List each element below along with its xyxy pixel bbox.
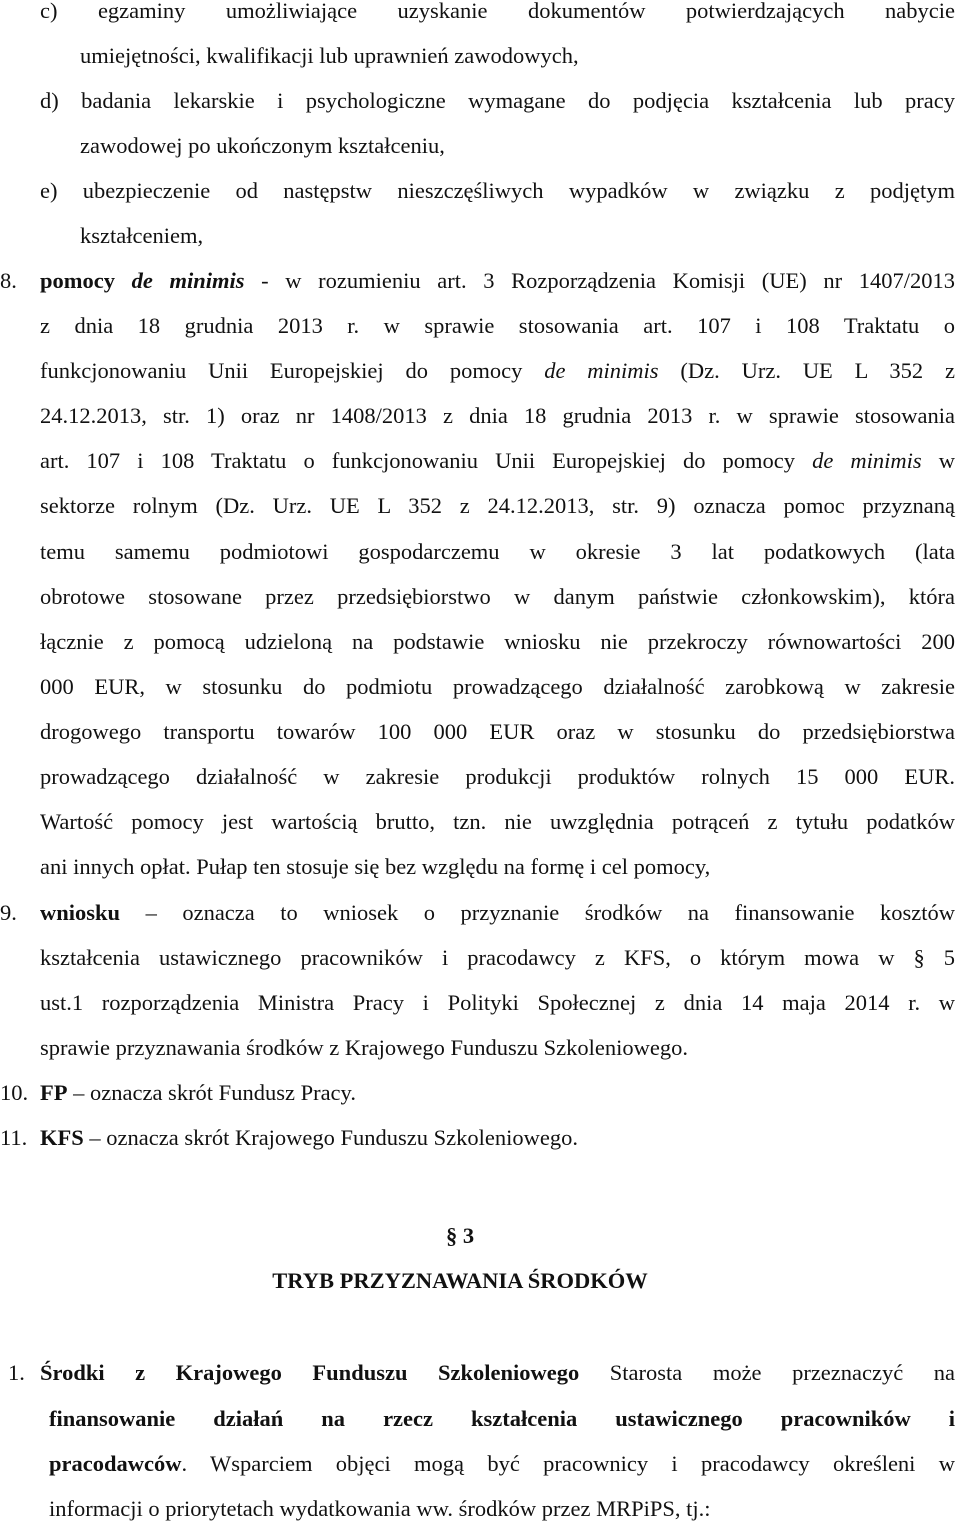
item-d-line-2: zawodowej po ukończonym kształceniu, xyxy=(80,133,445,158)
point-1-line-1-rest: Starosta może przeznaczyć na xyxy=(609,1360,955,1385)
def-8-line-3-italic: de minimis xyxy=(544,358,659,383)
point-1-line-3-bold: pracodawców xyxy=(49,1451,182,1476)
def-8-line-9: łącznie z pomocą udzieloną na podstawie wniosku nie przekroczy równowartości 200 xyxy=(40,629,955,654)
def-11-number: 11. xyxy=(0,1125,28,1150)
def-8-line-12: prowadzącego działalność w zakresie produkcji produktów rolnych 15 000 EUR. xyxy=(40,764,955,789)
point-1-line-3-rest: . Wsparciem objęci mogą być pracownicy i pracodawcy określeni w xyxy=(181,1451,955,1476)
point-1-line-3 xyxy=(49,1449,955,1479)
def-11-rest: – oznacza skrót Krajowego Funduszu Szkoleniowego. xyxy=(89,1125,579,1150)
def-8-line-8: obrotowe stosowane przez przedsiębiorstwo w danym państwie członkowskim), która xyxy=(40,584,955,609)
def-8-line-7: temu samemu podmiotowi gospodarczemu w okresie 3 lat podatkowych (lata xyxy=(40,539,955,564)
def-8-line-5 xyxy=(40,446,955,476)
def-8-line-14: ani innych opłat. Pułap ten stosuje się bez względu na formę i cel pomocy, xyxy=(40,854,711,879)
point-1-line-4: informacji o priorytetach wydatkowania ww. środków przez MRPiPS, tj.: xyxy=(49,1496,711,1521)
def-9-line-3: ust.1 rozporządzenia Ministra Pracy i Polityki Społecznej z dnia 14 maja 2014 r. w xyxy=(40,990,955,1015)
def-11-term: KFS xyxy=(40,1125,84,1150)
def-8-line-10: 000 EUR, w stosunku do podmiotu prowadzącego działalność zarobkową w zakresie xyxy=(40,674,955,699)
def-9-line-1-rest: – oznacza to wniosek o przyznanie środków na finansowanie kosztów xyxy=(145,900,955,925)
item-c-line-2: umiejętności, kwalifikacji lub uprawnień zawodowych, xyxy=(80,43,579,68)
def-8-number: 8. xyxy=(0,268,17,293)
def-8-line-13: Wartość pomocy jest wartością brutto, tzn. nie uwzględnia potrąceń z tytułu podatków xyxy=(40,809,955,834)
def-9-line-1 xyxy=(40,898,955,928)
def-8-term-italic: de minimis xyxy=(131,268,245,293)
def-8-line-4: 24.12.2013, str. 1) oraz nr 1408/2013 z dnia 18 grudnia 2013 r. w sprawie stosowania xyxy=(40,403,955,428)
point-1-number: 1. xyxy=(8,1360,25,1385)
point-1-bold: Środki z Krajowego Funduszu Szkoleniowego xyxy=(40,1360,580,1385)
item-e-line-2: kształceniem, xyxy=(80,223,204,248)
def-8-line-1 xyxy=(40,266,955,296)
def-8-line-11: drogowego transportu towarów 100 000 EUR oraz w stosunku do przedsiębiorstwa xyxy=(40,719,955,744)
def-8-line-5-c: w xyxy=(938,448,956,473)
item-c-line-1: c) egzaminy umożliwiające uzyskanie dokumentów potwierdzających nabycie xyxy=(40,0,955,23)
item-d-line-1: d) badania lekarskie i psychologiczne wymagane do podjęcia kształcenia lub pracy xyxy=(40,88,955,113)
def-8-line-3-a: funkcjonowaniu Unii Europejskiej do pomocy xyxy=(40,358,523,383)
def-9-number: 9. xyxy=(0,900,17,925)
point-1-line-2: finansowanie działań na rzecz kształcenia ustawicznego pracowników i xyxy=(49,1406,955,1431)
def-10-term: FP xyxy=(40,1080,68,1105)
def-10-line xyxy=(40,1078,356,1108)
item-e-line-1: e) ubezpieczenie od następstw nieszczęśliwych wypadków w związku z podjętym xyxy=(40,178,955,203)
section-number: § 3 xyxy=(445,1223,475,1248)
def-11-line xyxy=(40,1123,578,1153)
section-title: TRYB PRZYZNAWANIA ŚRODKÓW xyxy=(272,1268,648,1293)
def-8-line-5-italic: de minimis xyxy=(812,448,922,473)
def-10-rest: – oznacza skrót Fundusz Pracy. xyxy=(73,1080,356,1105)
def-9-line-4: sprawie przyznawania środków z Krajowego Funduszu Szkoleniowego. xyxy=(40,1035,688,1060)
def-8-line-3 xyxy=(40,356,955,386)
point-1-line-1 xyxy=(40,1358,955,1388)
def-8-line-5-a: art. 107 i 108 Traktatu o funkcjonowaniu Unii Europejskiej do pomocy xyxy=(40,448,796,473)
def-9-line-2: kształcenia ustawicznego pracowników i pracodawcy z KFS, o którym mowa w § 5 xyxy=(40,945,955,970)
def-8-line-1-rest: - w rozumieniu art. 3 Rozporządzenia Komisji (UE) nr 1407/2013 xyxy=(261,268,956,293)
def-10-number: 10. xyxy=(0,1080,29,1105)
def-9-term: wniosku xyxy=(40,900,121,925)
def-8-line-3-c: (Dz. Urz. UE L 352 z xyxy=(680,358,956,383)
def-8-term: pomocy xyxy=(40,268,115,293)
def-8-line-2: z dnia 18 grudnia 2013 r. w sprawie stosowania art. 107 i 108 Traktatu o xyxy=(40,313,955,338)
def-8-line-6: sektorze rolnym (Dz. Urz. UE L 352 z 24.12.2013, str. 9) oznacza pomoc przyznaną xyxy=(40,493,955,518)
